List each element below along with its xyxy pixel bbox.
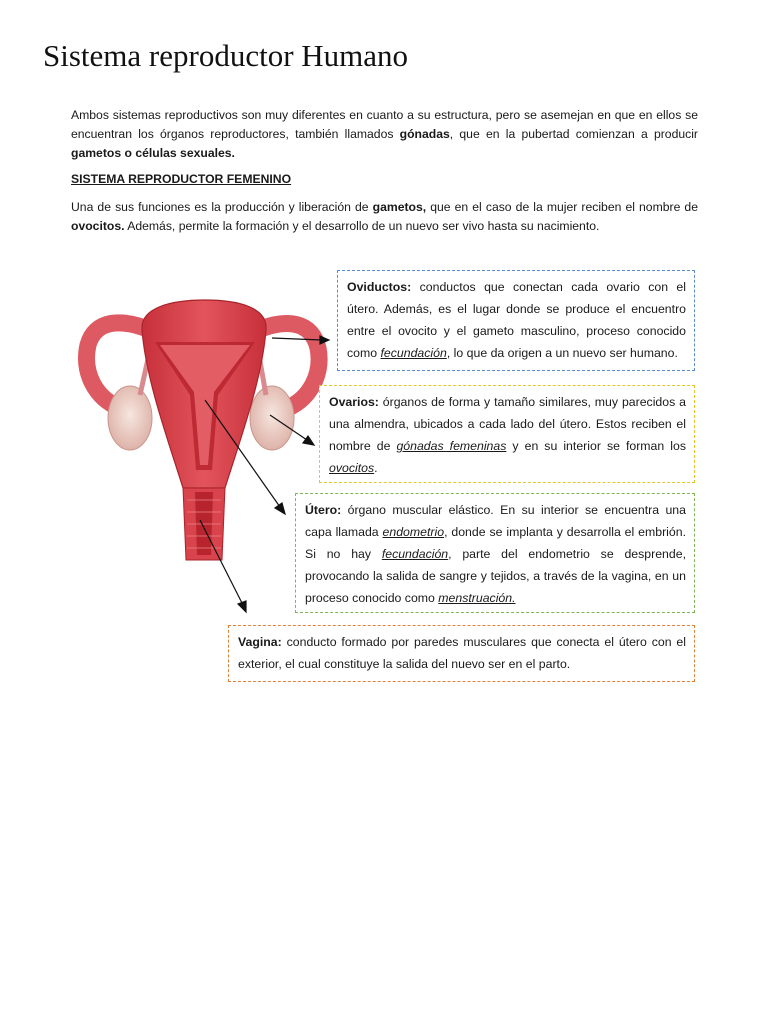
utero-box: Útero: órgano muscular elástico. En su interior se encuentra una capa llamada endometrio, donde se implanta y desarrolla el embrión. Si no hay fecundación, parte del endometrio se desprende, provocando la salida de sangre y tejidos, a través de la vagina, en un proceso conocido como menstruación. [295,493,695,613]
section-paragraph: Una de sus funciones es la producción y liberación de gametos, que en el caso de la mujer reciben el nombre de ovocitos. Además, permite la formación y el desarrollo de un nuevo ser vivo hasta su nacimiento. [71,200,698,233]
vagina-box: Vagina: conducto formado por paredes musculares que conecta el útero con el exterior, el cual constituye la salida del nuevo ser en el parto. [228,625,695,682]
oviductos-box: Oviductos: conductos que conectan cada ovario con el útero. Además, es el lugar donde se produce el encuentro entre el ovocito y el gameto masculino, proceso conocido como fecundación, lo que da origen a un nuevo ser humano. [337,270,695,371]
right-ovary [250,386,294,450]
page-title: Sistema reproductor Humano [43,38,409,73]
ovarios-box: Ovarios: órganos de forma y tamaño similares, muy parecidos a una almendra, ubicados a cada lado del útero. Estos reciben el nombre de gónadas femeninas y en su interior se forman los ovocitos. [319,385,695,483]
intro-paragraph: Ambos sistemas reproductivos son muy diferentes en cuanto a su estructura, pero se asemejan en que en ellos se encuentran los órganos reproductores, también llamados gónadas, que en la pubertad comienzan a producir gametos o células sexuales. [71,108,698,160]
section-heading: SISTEMA REPRODUCTOR FEMENINO [71,172,292,186]
left-ovary [108,386,152,450]
